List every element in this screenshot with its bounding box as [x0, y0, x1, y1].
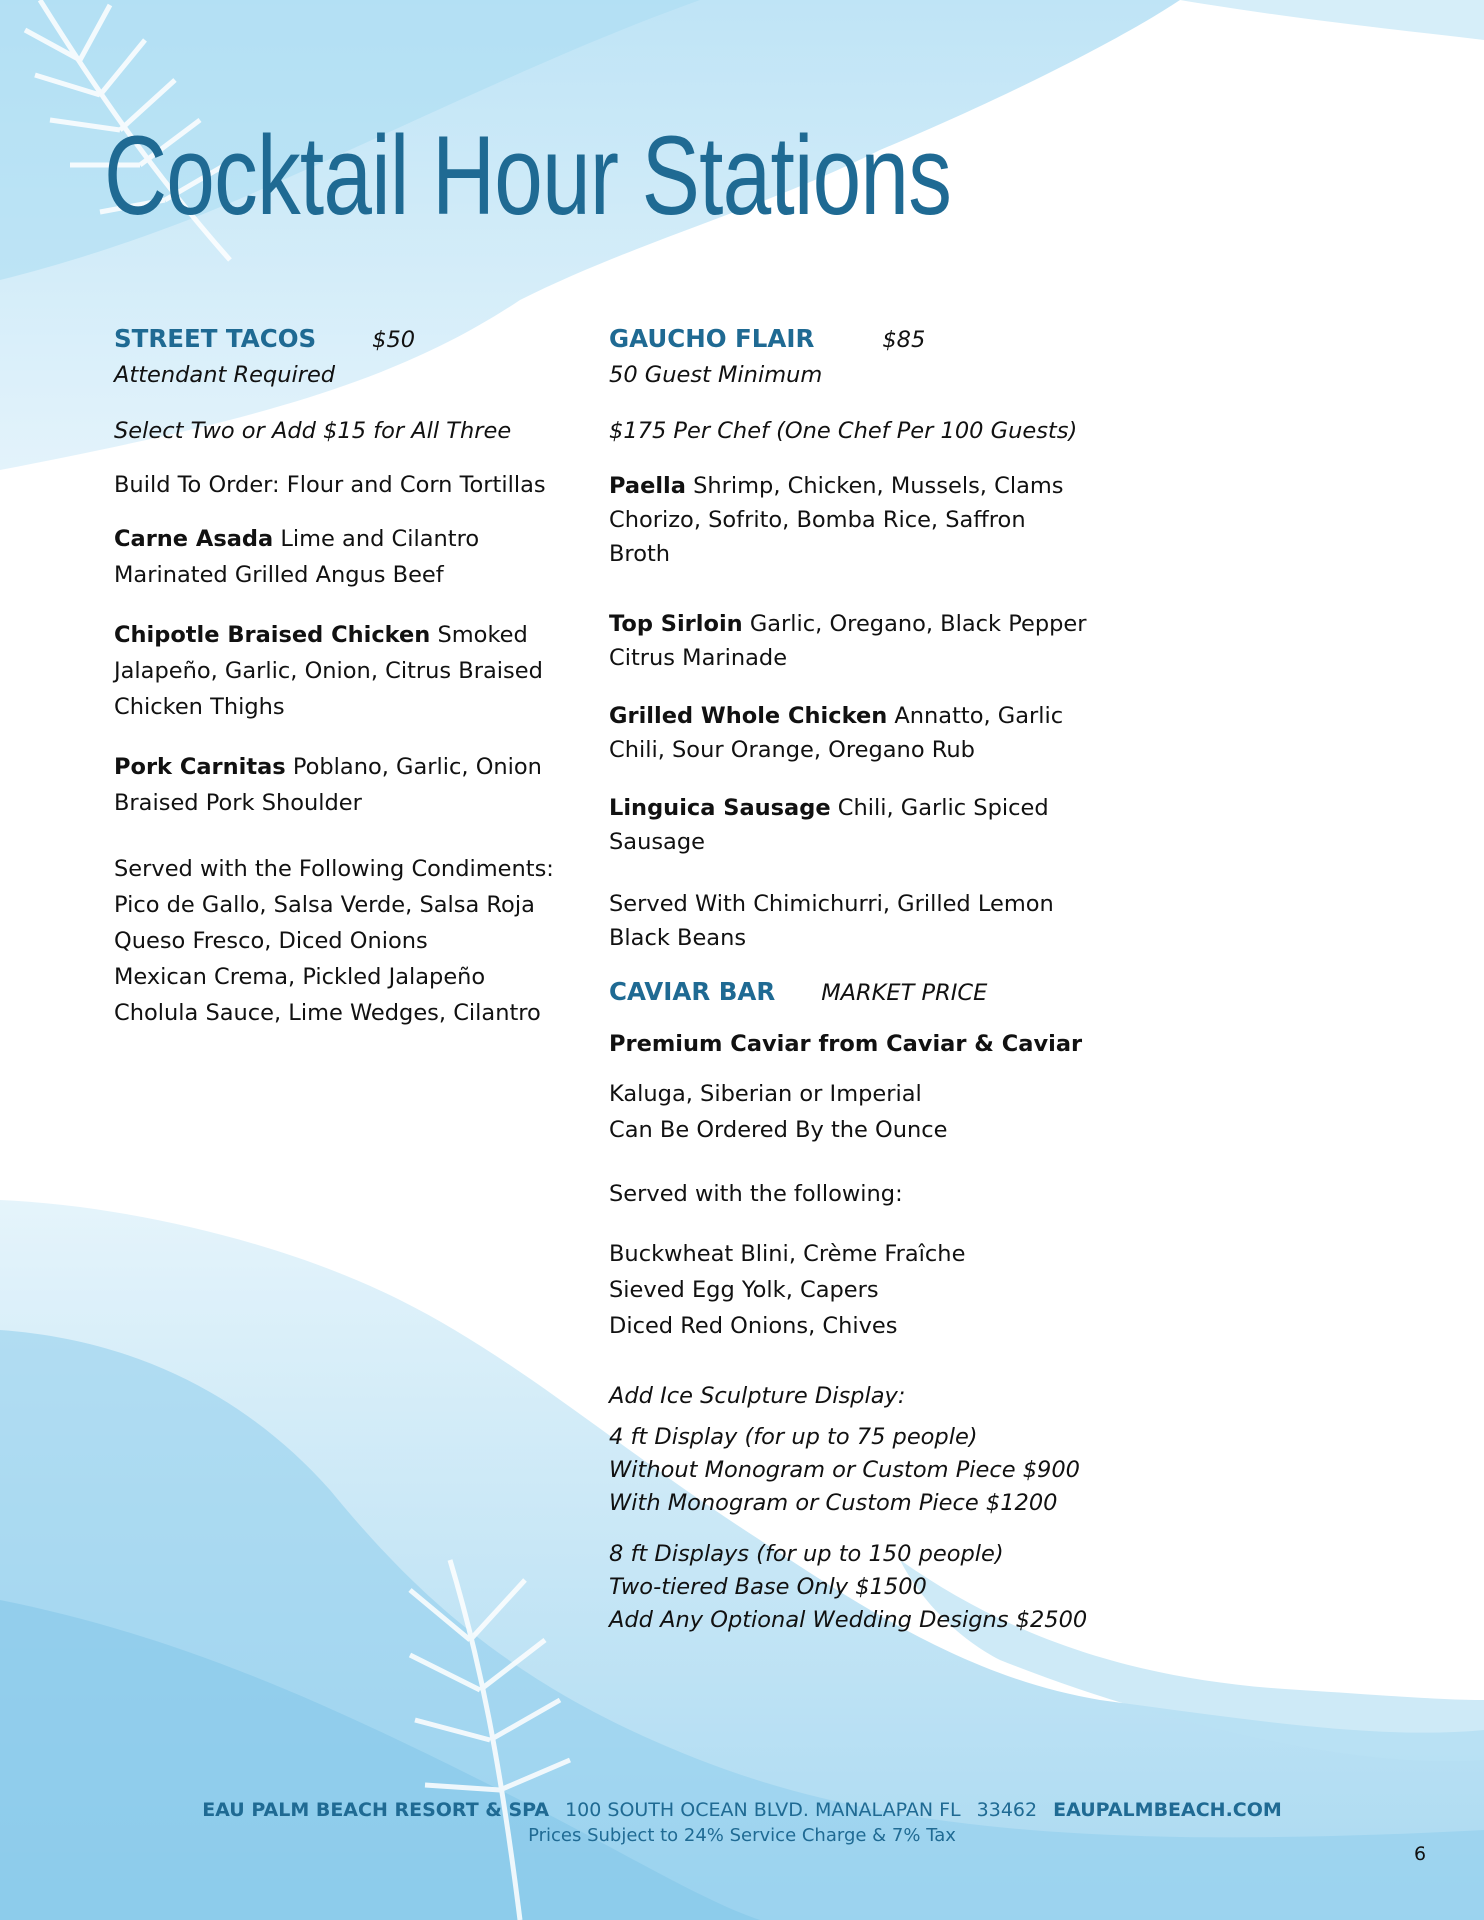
footer-zip: 33462 — [976, 1799, 1038, 1821]
street-tacos-section — [114, 322, 584, 1031]
menu-item-name: Carne Asada — [114, 526, 274, 552]
caviar-bar-title: CAVIAR BAR — [609, 977, 776, 1006]
menu-item-desc: Jalapeño, Garlic, Onion, Citrus Braised — [114, 658, 543, 684]
menu-item-name: Top Sirloin — [609, 611, 743, 637]
ice-sculpture-line: 8 ft Displays (for up to 150 people) — [609, 1541, 1004, 1567]
caviar-served-line: Sieved Egg Yolk, Capers — [609, 1277, 879, 1303]
menu-item-name: Chipotle Braised Chicken — [114, 622, 431, 648]
caviar-served-heading: Served with the following: — [609, 1181, 903, 1207]
ice-sculpture-line: 4 ft Display (for up to 75 people) — [609, 1424, 978, 1450]
menu-item-name: Paella — [609, 473, 686, 499]
ice-sculpture-section — [609, 1380, 1129, 1637]
menu-item-name: Grilled Whole Chicken — [609, 703, 888, 729]
footer — [0, 1797, 1484, 1849]
street-tacos-note: Attendant Required — [114, 362, 336, 388]
menu-item-desc: Citrus Marinade — [609, 645, 788, 671]
served-line: Served With Chimichurri, Grilled Lemon — [609, 891, 1054, 917]
menu-item-desc: Broth — [609, 541, 671, 567]
menu-item — [609, 699, 1129, 767]
menu-item-name: Linguica Sausage — [609, 795, 831, 821]
ice-sculpture-heading: Add Ice Sculpture Display: — [609, 1383, 906, 1409]
menu-item-desc: Chicken Thighs — [114, 694, 285, 720]
page-number: 6 — [1414, 1843, 1427, 1865]
street-tacos-select-note: Select Two or Add $15 for All Three — [114, 418, 512, 444]
menu-item-desc: Chili, Garlic Spiced — [830, 795, 1049, 821]
page-title: Cocktail Hour Stations — [104, 113, 952, 238]
caviar-type-line: Can Be Ordered By the Ounce — [609, 1117, 948, 1143]
ice-sculpture-line: Two-tiered Base Only $1500 — [609, 1574, 927, 1600]
gaucho-flair-price: $85 — [882, 327, 926, 353]
condiment-line: Queso Fresco, Diced Onions — [114, 928, 428, 954]
menu-item-desc: Chorizo, Sofrito, Bomba Rice, Saffron — [609, 507, 1026, 533]
gaucho-flair-chef-note: $175 Per Chef (One Chef Per 100 Guests) — [609, 418, 1078, 444]
ice-sculpture-line: Without Monogram or Custom Piece $900 — [609, 1457, 1080, 1483]
menu-item — [609, 469, 1129, 571]
menu-item-desc: Smoked — [430, 622, 528, 648]
street-tacos-title: STREET TACOS — [114, 324, 317, 353]
gaucho-served — [609, 887, 1129, 955]
footer-resort-name: EAU PALM BEACH RESORT & SPA — [202, 1799, 550, 1821]
menu-item — [114, 749, 584, 821]
caviar-premium: Premium Caviar from Caviar & Caviar — [609, 1031, 1083, 1057]
menu-item-desc: Braised Pork Shoulder — [114, 790, 362, 816]
menu-item-desc: Lime and Cilantro — [273, 526, 480, 552]
footer-tax-note: Prices Subject to 24% Service Charge & 7% Tax — [528, 1825, 956, 1846]
menu-item-desc: Sausage — [609, 829, 705, 855]
footer-address: 100 SOUTH OCEAN BLVD. MANALAPAN FL — [565, 1799, 961, 1821]
condiment-line: Pico de Gallo, Salsa Verde, Salsa Roja — [114, 892, 535, 918]
caviar-type-line: Kaluga, Siberian or Imperial — [609, 1081, 922, 1107]
condiments-list — [114, 851, 584, 1031]
caviar-served-line: Diced Red Onions, Chives — [609, 1313, 898, 1339]
caviar-bar-section — [609, 975, 1129, 1344]
menu-item-desc: Garlic, Oregano, Black Pepper — [742, 611, 1087, 637]
menu-item-desc: Annatto, Garlic — [887, 703, 1064, 729]
gaucho-flair-header — [609, 322, 1129, 357]
menu-item-desc: Poblano, Garlic, Onion — [285, 754, 542, 780]
menu-item — [609, 607, 1129, 675]
condiments-heading: Served with the Following Condiments: — [114, 856, 554, 882]
condiment-line: Mexican Crema, Pickled Jalapeño — [114, 964, 486, 990]
caviar-bar-price: MARKET PRICE — [821, 980, 988, 1006]
gaucho-flair-title: GAUCHO FLAIR — [609, 324, 815, 353]
footer-contact-line — [0, 1797, 1484, 1823]
street-tacos-price: $50 — [372, 327, 416, 353]
menu-item-desc: Shrimp, Chicken, Mussels, Clams — [685, 473, 1064, 499]
menu-item-desc: Marinated Grilled Angus Beef — [114, 562, 444, 588]
footer-website-link[interactable]: EAUPALMBEACH.COM — [1053, 1799, 1282, 1821]
gaucho-flair-section — [609, 322, 1129, 1637]
caviar-served-line: Buckwheat Blini, Crème Fraîche — [609, 1241, 966, 1267]
menu-item-name: Pork Carnitas — [114, 754, 286, 780]
menu-item-desc: Chili, Sour Orange, Oregano Rub — [609, 737, 975, 763]
street-tacos-header — [114, 322, 584, 357]
menu-item — [114, 617, 584, 725]
caviar-bar-header — [609, 975, 1129, 1010]
condiment-line: Cholula Sauce, Lime Wedges, Cilantro — [114, 1000, 541, 1026]
gaucho-flair-note: 50 Guest Minimum — [609, 362, 823, 388]
menu-item — [114, 521, 584, 593]
ice-sculpture-line: With Monogram or Custom Piece $1200 — [609, 1490, 1058, 1516]
menu-item — [609, 791, 1129, 859]
served-line: Black Beans — [609, 925, 747, 951]
ice-sculpture-line: Add Any Optional Wedding Designs $2500 — [609, 1607, 1088, 1633]
street-tacos-build: Build To Order: Flour and Corn Tortillas — [114, 472, 546, 498]
